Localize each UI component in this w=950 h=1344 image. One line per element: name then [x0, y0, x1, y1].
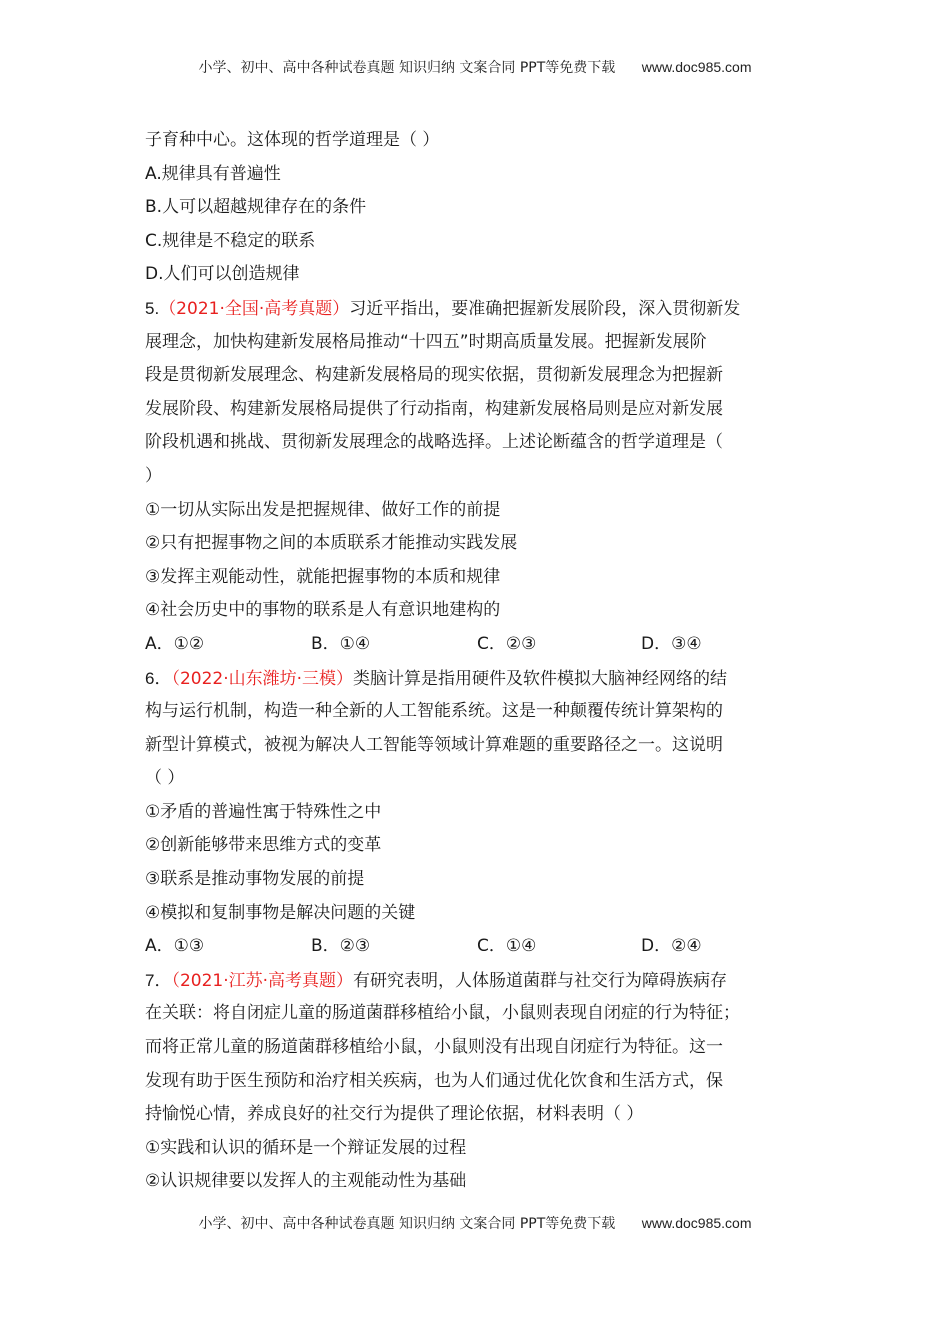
q7-stem-line	[145, 964, 805, 998]
q5-statement: ④社会历史中的事物的联系是人有意识地建构的	[145, 600, 501, 621]
q6-statement: ④模拟和复制事物是解决问题的关键	[145, 902, 416, 923]
q5-stem-line	[145, 292, 805, 326]
q6-source: （2022·山东潍坊·三模）	[171, 668, 354, 689]
q5-choice-c: C．②③	[477, 633, 537, 654]
q5-choice-d: D．③④	[641, 633, 702, 654]
q5-stem-text: 习近平指出，要准确把握新发展阶段，深入贯彻新发	[349, 298, 741, 319]
footer-url[interactable]: www.doc985.com	[641, 1215, 752, 1231]
q7-stem-line: 发现有助于医生预防和治疗相关疾病，也为人们通过优化饮食和生活方式，保	[145, 1070, 723, 1091]
q7-stem-line: 持愉悦心情，养成良好的社交行为提供了理论依据，材料表明（ ）	[145, 1104, 644, 1125]
q6-choice-b: B．②③	[311, 936, 371, 957]
footer-text: 小学、初中、高中各种试卷真题 知识归纳 文案合同 PPT等免费下载	[198, 1216, 616, 1232]
q5-stem-line: 段是贯彻新发展理念、构建新发展格局的现实依据，贯彻新发展理念为把握新	[145, 365, 723, 386]
q6-statement: ②创新能够带来思维方式的变革	[145, 835, 382, 856]
q5-stem-line: ）	[145, 465, 162, 486]
q7-stem-text: 有研究表明，人体肠道菌群与社交行为障碍族病存	[353, 970, 728, 991]
q5-choices	[145, 628, 805, 662]
page-header	[0, 57, 950, 77]
q6-stem-text: 类脑计算是指用硬件及软件模拟大脑神经网络的结	[353, 668, 728, 689]
document-body	[145, 124, 805, 1199]
header-text: 小学、初中、高中各种试卷真题 知识归纳 文案合同 PPT等免费下载	[198, 60, 616, 76]
q4-option-d: D.人们可以创造规律	[145, 264, 300, 285]
q4-option-a: A.规律具有普遍性	[145, 163, 281, 184]
q5-statement: ③发挥主观能动性，就能把握事物的本质和规律	[145, 566, 501, 587]
q5-statement: ②只有把握事物之间的本质联系才能推动实践发展	[145, 533, 518, 554]
q6-choice-d: D．②④	[641, 936, 702, 957]
q5-statement: ①一切从实际出发是把握规律、做好工作的前提	[145, 499, 501, 520]
q4-option-c: C.规律是不稳定的联系	[145, 230, 316, 251]
q6-stem-line: 新型计算模式，被视为解决人工智能等领域计算难题的重要路径之一。这说明	[145, 734, 723, 755]
q7-stem-line: 在关联：将自闭症儿童的肠道菌群移植给小鼠，小鼠则表现自闭症的行为特征；	[145, 1003, 740, 1024]
q7-statement: ②认识规律要以发挥人的主观能动性为基础	[145, 1171, 467, 1192]
q6-choice-c: C．①④	[477, 936, 537, 957]
q5-number: 5.	[145, 298, 160, 318]
q5-choice-b: B．①④	[311, 633, 371, 654]
q5-stem-line: 发展阶段、构建新发展格局提供了行动指南，构建新发展格局则是应对新发展	[145, 398, 723, 419]
q6-choice-a: A．①③	[145, 936, 205, 957]
q5-choice-a: A．①②	[145, 633, 205, 654]
q7-source: （2021·江苏·高考真题）	[171, 970, 354, 991]
header-url[interactable]: www.doc985.com	[641, 59, 752, 75]
page-footer	[0, 1213, 950, 1233]
q4-stem-tail: 子育种中心。这体现的哲学道理是（ ）	[145, 130, 440, 150]
q6-number: 6．	[145, 668, 172, 688]
q6-stem-line: （ ）	[145, 768, 185, 789]
q6-choices	[145, 930, 805, 964]
q4-option-b: B.人可以超越规律存在的条件	[145, 197, 367, 218]
q6-statement: ①矛盾的普遍性寓于特殊性之中	[145, 801, 382, 822]
q5-source: （2021·全国·高考真题）	[159, 298, 350, 319]
q7-stem-line: 而将正常儿童的肠道菌群移植给小鼠，小鼠则没有出现自闭症行为特征。这一	[145, 1037, 723, 1058]
q6-statement: ③联系是推动事物发展的前提	[145, 869, 365, 890]
q5-stem-line: 阶段机遇和挑战、贯彻新发展理念的战略选择。上述论断蕴含的哲学道理是（	[145, 432, 723, 453]
q6-stem-line: 构与运行机制，构造一种全新的人工智能系统。这是一种颠覆传统计算架构的	[145, 701, 723, 722]
q6-stem-line	[145, 662, 805, 696]
q7-number: 7．	[145, 970, 172, 990]
q7-statement: ①实践和认识的循环是一个辩证发展的过程	[145, 1137, 467, 1158]
q5-stem-line: 展理念，加快构建新发展格局推动“十四五”时期高质量发展。把握新发展阶	[145, 331, 707, 352]
